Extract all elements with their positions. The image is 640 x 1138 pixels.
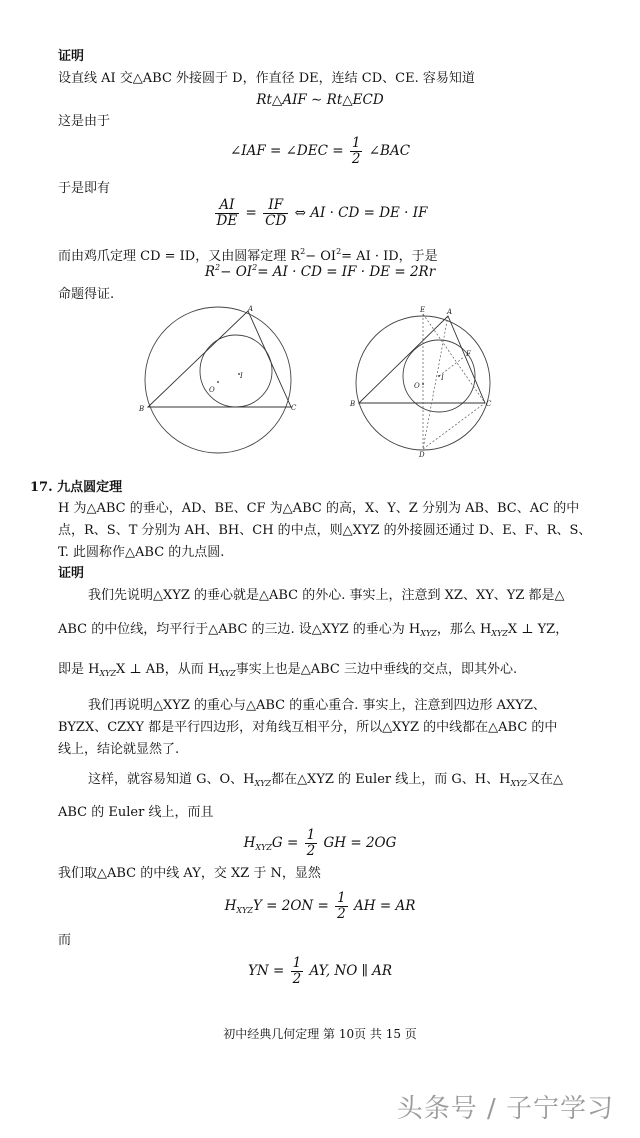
paragraph-1-line-2: ABC 的中位线，均平行于△ABC 的三边. 设△XYZ 的垂心为 $H_{XYZ}$，那么 $H_{XYZ}X$ ⊥ YZ， [58,622,569,638]
line-ad [423,316,448,449]
paragraph-2-line-1: 我们再说明△XYZ 的重心与△ABC 的重心重合. 事实上，注意到四边形 AXYZ、 [88,698,546,713]
fraction-if-cd: $\frac{IF}{CD}$ [265,197,287,229]
circumcircle [145,307,291,453]
power-equation: $R^2- OI^2=$ AI · CD = IF · DE = 2Rr [204,263,436,280]
euler-equation-3: YN = $\frac{1}{2}$ AY, NO ∥ AR [247,955,393,987]
label-a: A [248,305,254,313]
fraction-half: $\frac{1}{2}$ [306,827,316,859]
statement-line-2: 点，R、S、T 分别为 AH、BH、CH 的中点，则△XYZ 的外接圆还通过 D、E、F、R、S、 [58,523,592,538]
incircle [200,335,272,407]
fraction-ai-de: $\frac{AI}{DE}$ [216,197,238,229]
triangle-abc [359,316,485,403]
euler-equation-1: $H_{XYZ}G$ = $\frac{1}{2}$ GH = 2OG [243,827,397,859]
ratio-equation: $\frac{AI}{DE}$ = $\frac{IF}{CD}$ ⇔ AI · CD = DE · IF [216,197,428,229]
fraction-half: $\frac{1}{2}$ [351,135,361,167]
angle-left: ∠IAF = ∠DEC = [229,143,344,159]
fraction-half: $\frac{1}{2}$ [337,890,346,922]
and-text: 而 [58,933,72,948]
paragraph-1-line-1: 我们先说明△XYZ 的垂心就是△ABC 的外心. 事实上，注意到 XZ、XY、YZ 都是△ [88,588,565,603]
ratio-equivalence: ⇔ AI · CD = DE · IF [294,205,428,221]
label-c: C [486,400,492,408]
statement-line-3: T. 此圆称作△ABC 的九点圆. [58,545,225,560]
label-o: O [209,386,215,394]
left-geometry-figure [136,304,316,464]
median-text: 我们取△ABC 的中线 AY，交 XZ 于 N，显然 [58,866,321,881]
label-c: C [291,404,297,412]
paragraph-1-line-3: 即是 $H_{XYZ}X$ ⊥ AB，从而 $H_{XYZ}$事实上也是△ABC 三边中垂线的交点，即其外心. [58,662,518,678]
label-f: F [466,350,471,358]
label-b: B [350,400,356,408]
label-i: I [240,372,243,380]
label-d: D [419,451,425,459]
line-ec [423,314,485,403]
chicken-claw-text: 而由鸡爪定理 CD = ID，又由圆幂定理 $R^2- OI^2=$ AI · ID，于是 [58,247,438,264]
paragraph-2-line-2: BYZX、CZXY 都是平行四边形，对角线互相平分，所以△XYZ 的中线都在△ABC 的中 [58,720,558,735]
page-footer: 初中经典几何定理 第 10页 共 15 页 [223,1027,417,1041]
statement-line-1: H 为△ABC 的垂心，AD、BE、CF 为△ABC 的高，X、Y、Z 分别为 AB、BC、AC 的中 [58,501,580,516]
thus-text: 于是即有 [58,181,111,196]
right-geometry-figure [346,304,506,464]
watermark: 头条号 / 子宁学习 [396,1094,614,1124]
label-o: O [414,382,420,390]
paragraph-2-line-3: 线上，结论就显然了. [58,742,180,757]
section-17-heading: 17. 九点圆定理 [30,480,123,495]
reason-text: 这是由于 [58,114,111,129]
label-b: B [139,405,145,413]
proof-title-17: 证明 [58,566,85,581]
label-e: E [420,306,426,314]
euler-equation-2: $H_{XYZ}Y = 2ON$ = $\frac{1}{2}$ AH = AR [224,890,416,922]
qed-text: 命题得证. [58,287,115,302]
angle-right: ∠BAC [368,143,411,159]
label-a: A [447,308,453,316]
proof-title-16: 证明 [58,49,85,64]
fraction-half: $\frac{1}{2}$ [292,955,302,987]
paragraph-3-line-1: 这样，就容易知道 G、O、$H_{XYZ}$都在△XYZ 的 Euler 线上，而 G、H、$H_{XYZ}$又在△ [88,772,563,788]
paragraph-3-line-2: ABC 的 Euler 线上，而且 [58,805,214,820]
angle-equation [0,136,640,167]
similar-triangles-formula: Rt△AIF ∼ Rt△ECD [256,92,384,108]
label-i: I [441,374,444,382]
setup-text: 设直线 AI 交△ABC 外接圆于 D，作直径 DE，连结 CD、CE. 容易知道 [58,71,475,86]
